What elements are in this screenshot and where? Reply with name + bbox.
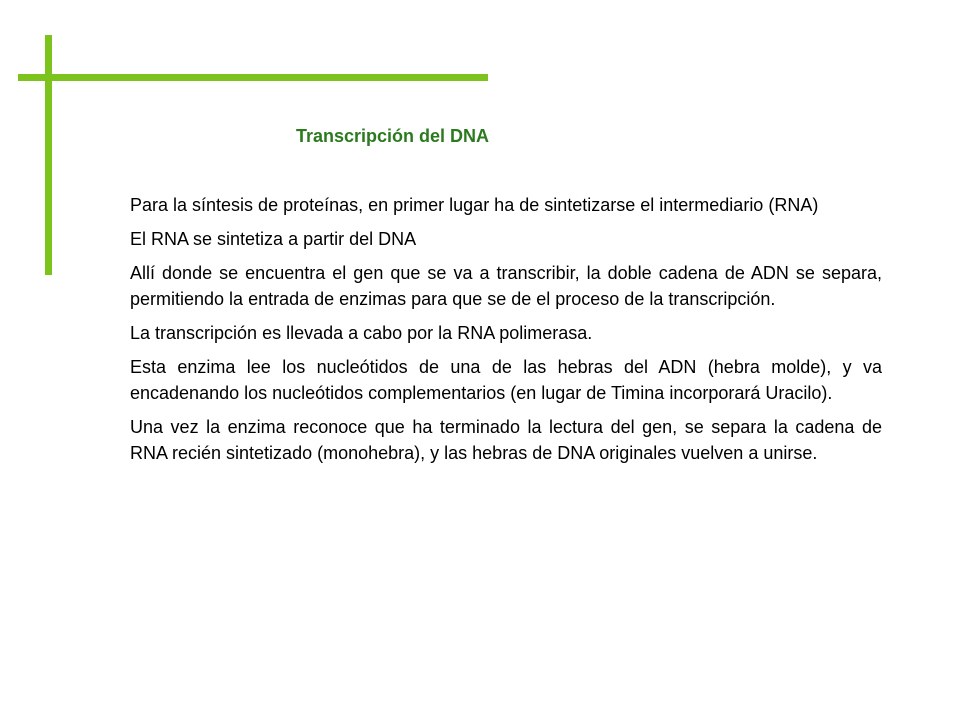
slide-body bbox=[130, 192, 882, 474]
decorative-vertical-bar bbox=[45, 35, 52, 275]
decorative-horizontal-bar bbox=[18, 74, 488, 81]
page-title: Transcripción del DNA bbox=[296, 126, 490, 146]
paragraph-1: Para la síntesis de proteínas, en primer lugar ha de sintetizarse el intermediario (RNA) bbox=[130, 195, 819, 215]
paragraph-3: Allí donde se encuentra el gen que se va a transcribir, la doble cadena de ADN se separa, permitiendo la entrada de enzimas para que se de el proceso de la transcripción. bbox=[130, 263, 882, 309]
paragraph-5: Esta enzima lee los nucleótidos de una de las hebras del ADN (hebra molde), y va encadenando los nucleótidos complementarios (en lugar de Timina incorporará Uracilo). bbox=[130, 357, 882, 403]
paragraph-6: Una vez la enzima reconoce que ha terminado la lectura del gen, se separa la cadena de RNA recién sintetizado (monohebra), y las hebras de DNA originales vuelven a unirse. bbox=[130, 417, 882, 463]
paragraph-4: La transcripción es llevada a cabo por la RNA polimerasa. bbox=[130, 323, 593, 343]
paragraph-2: El RNA se sintetiza a partir del DNA bbox=[130, 229, 417, 249]
